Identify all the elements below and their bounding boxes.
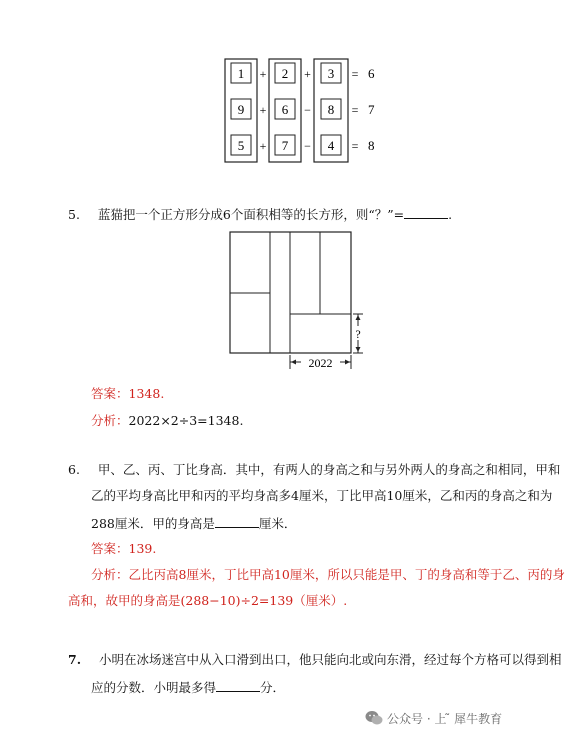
dimension-label: 2022 bbox=[308, 356, 333, 370]
answer-label: 答案： bbox=[91, 386, 129, 401]
puzzle-op: + bbox=[259, 67, 267, 81]
puzzle-cell: 2 bbox=[281, 66, 289, 81]
puzzle-op: − bbox=[304, 139, 311, 153]
unknown-label: ? bbox=[355, 327, 361, 341]
question-number: 5. bbox=[68, 207, 80, 222]
question-number: 7. bbox=[68, 652, 82, 667]
analysis-6-line-1: 分析：乙比丙高8厘米，丁比甲高10厘米，所以只能是甲、丁的身高和等于乙、丙的身 bbox=[91, 567, 565, 582]
watermark bbox=[365, 710, 502, 727]
puzzle-op: + bbox=[259, 103, 267, 117]
puzzle-op: + bbox=[259, 139, 267, 153]
puzzle-equals: = bbox=[351, 103, 359, 117]
puzzle-row-2 bbox=[231, 99, 375, 119]
answer-value: 1348 bbox=[128, 386, 161, 401]
puzzle-row-1 bbox=[231, 63, 375, 83]
puzzle-result: 7 bbox=[368, 102, 375, 117]
puzzle-equals: = bbox=[351, 139, 359, 153]
analysis-text: 2022×2÷3=1348 bbox=[128, 413, 240, 428]
puzzle-cell: 6 bbox=[281, 102, 289, 117]
answer-value: 139 bbox=[128, 541, 153, 556]
number-puzzle-figure bbox=[218, 55, 388, 165]
puzzle-cell: 9 bbox=[237, 102, 245, 117]
question-6 bbox=[68, 463, 560, 477]
puzzle-op: − bbox=[304, 103, 311, 117]
answer-blank bbox=[404, 206, 448, 219]
answer-label: 答案： bbox=[91, 541, 129, 556]
analysis-label: 分析： bbox=[91, 413, 129, 428]
puzzle-cell: 1 bbox=[237, 66, 245, 81]
puzzle-row-3 bbox=[231, 135, 375, 155]
question-text-line-1: 小明在冰场迷宫中从入口滑到出口，他只能向北或向东滑，经过每个方格可以得到相 bbox=[99, 652, 562, 667]
puzzle-result: 6 bbox=[368, 66, 375, 81]
puzzle-op: + bbox=[304, 67, 311, 81]
watermark-text: 公众号 · 上 ̃ 犀牛教育 bbox=[387, 712, 503, 726]
puzzle-cell: 8 bbox=[327, 102, 335, 117]
answer-blank bbox=[216, 679, 260, 692]
puzzle-equals: = bbox=[351, 67, 359, 81]
puzzle-cell: 3 bbox=[327, 66, 335, 81]
wechat-icon bbox=[365, 710, 383, 726]
puzzle-cell: 7 bbox=[281, 138, 289, 153]
answer-6: 答案：139. bbox=[91, 541, 157, 556]
answer-blank bbox=[215, 515, 259, 528]
question-number: 6. bbox=[68, 462, 80, 477]
puzzle-cell: 4 bbox=[327, 138, 335, 153]
analysis-5: 分析：2022×2÷3=1348. bbox=[91, 413, 244, 428]
question-5: 5. 蓝猫把一个正方形分成6个面积相等的长方形，则“？”= . bbox=[68, 207, 453, 222]
question-6-line-3: 288厘米．甲的身高是 厘米． bbox=[91, 516, 297, 531]
analysis-6-line-2: 高和，故甲的身高是(288−10)÷2=139（厘米）. bbox=[68, 593, 348, 608]
question-text-line-1: 甲、乙、丙、丁比身高．其中，有两人的身高之和与另外两人的身高之和相同，甲和 bbox=[97, 462, 561, 477]
puzzle-cell: 5 bbox=[237, 138, 245, 153]
answer-5: 答案：1348. bbox=[91, 386, 165, 401]
question-text: 蓝猫把一个正方形分成6个面积相等的长方形，则“？”= bbox=[97, 207, 405, 222]
puzzle-result: 8 bbox=[368, 138, 375, 153]
question-7 bbox=[68, 653, 562, 667]
question-6-line-2: 乙的平均身高比甲和丙的平均身高多4厘米，丁比甲高10厘米，乙和丙的身高之和为 bbox=[91, 488, 553, 503]
square-division-figure bbox=[226, 228, 376, 380]
question-7-line-2: 应的分数．小明最多得 分． bbox=[91, 680, 286, 695]
